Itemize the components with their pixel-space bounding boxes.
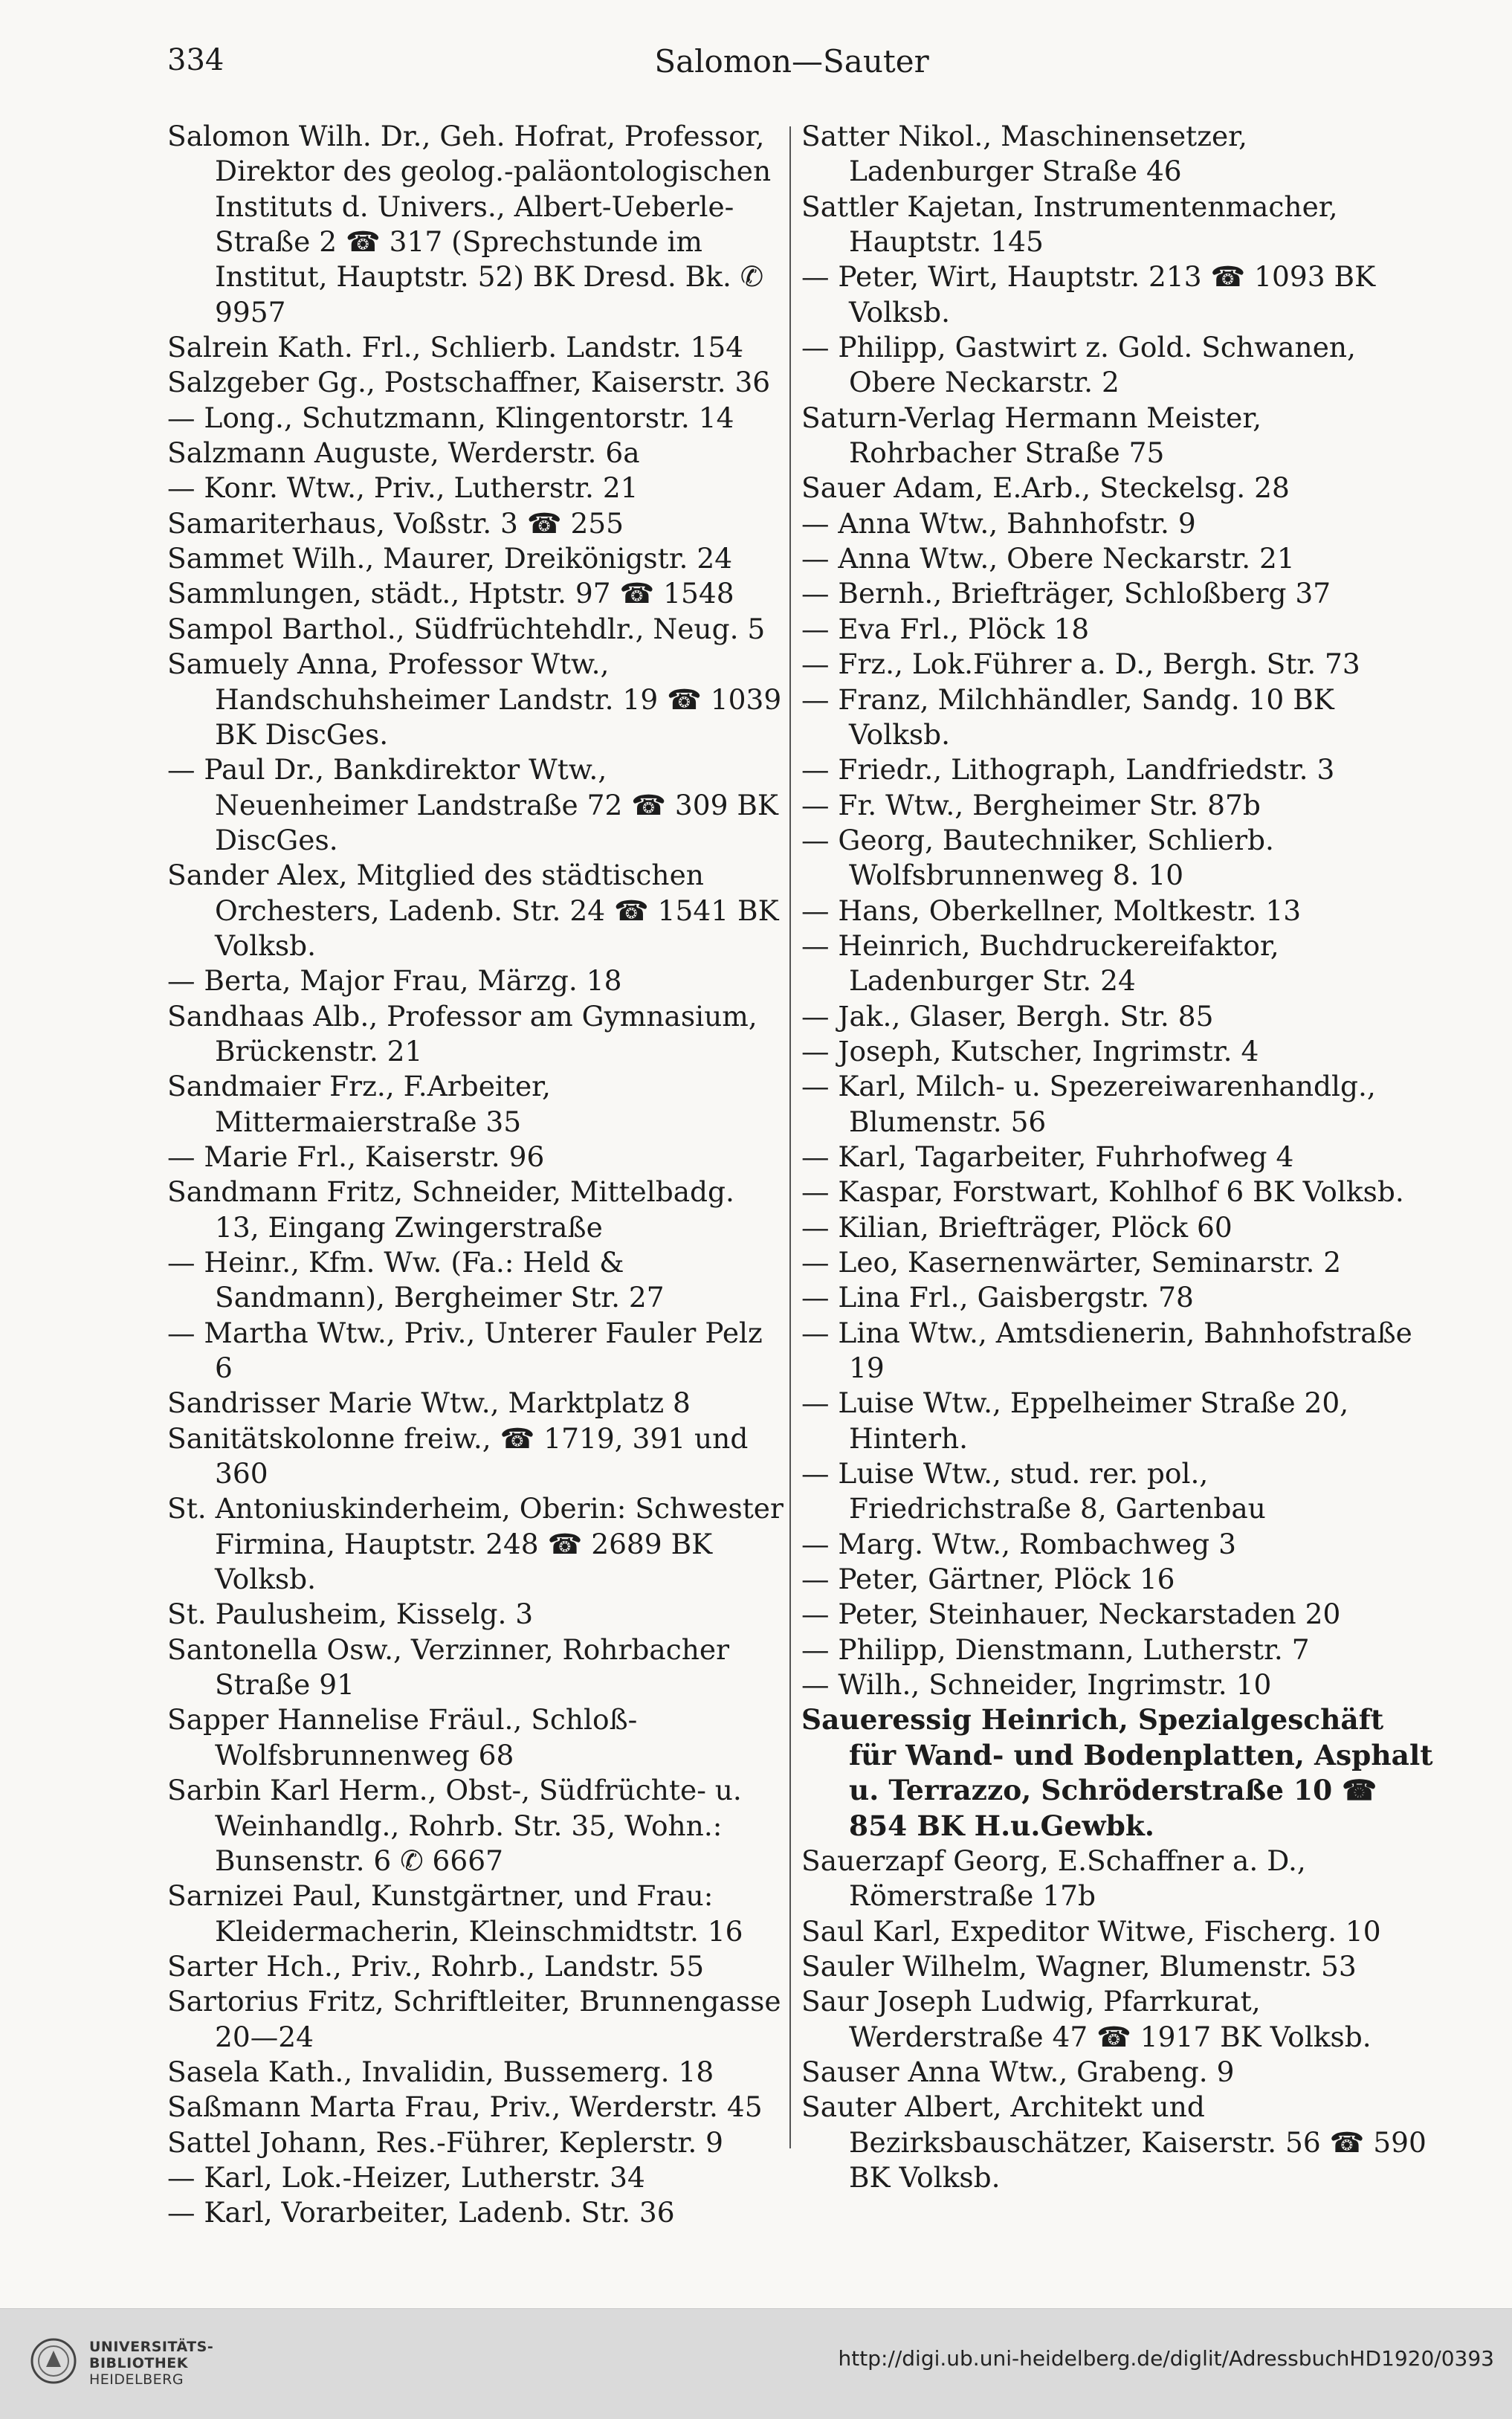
directory-entry: — Franz, Milchhändler, Sandg. 10 BK Volksb. — [801, 682, 1334, 751]
directory-entry: — Philipp, Gastwirt z. Gold. Schwanen, Obere Neckarstr. 2 — [801, 331, 1356, 399]
directory-entry: — Marg. Wtw., Rombachweg 3 — [801, 1527, 1236, 1560]
directory-entry: — Paul Dr., Bankdirektor Wtw., Neuenheimer Landstraße 72 ☎ 309 BK DiscGes. — [167, 753, 778, 856]
directory-entry: — Peter, Wirt, Hauptstr. 213 ☎ 1093 BK Volksb. — [801, 260, 1376, 329]
directory-entry: — Frz., Lok.Führer a. D., Bergh. Str. 73 — [801, 647, 1360, 681]
directory-entry: Sauerzapf Georg, E.Schaffner a. D., Römerstraße 17b — [801, 1844, 1306, 1913]
directory-entry: Sapper Hannelise Fräul., Schloß-Wolfsbrunnenweg 68 — [167, 1703, 638, 1772]
directory-entry: Salzmann Auguste, Werderstr. 6a — [167, 436, 640, 470]
directory-entry: Sammlungen, städt., Hptstr. 97 ☎ 1548 — [167, 577, 734, 610]
directory-entry: Sarter Hch., Priv., Rohrb., Landstr. 55 — [167, 1949, 705, 1983]
directory-entry: — Karl, Milch- u. Spezereiwarenhandlg., Blumenstr. 56 — [801, 1070, 1376, 1138]
directory-entry: Sauer Adam, E.Arb., Steckelsg. 28 — [801, 471, 1290, 505]
directory-entry: Saturn-Verlag Hermann Meister, Rohrbacher Straße 75 — [801, 401, 1262, 470]
directory-entry: — Eva Frl., Plöck 18 — [801, 612, 1090, 645]
page-header — [167, 37, 1416, 97]
directory-entry: — Philipp, Dienstmann, Lutherstr. 7 — [801, 1632, 1310, 1666]
column-divider — [789, 126, 791, 2148]
directory-entry: Sauler Wilhelm, Wagner, Blumenstr. 53 — [801, 1949, 1357, 1983]
directory-entry: — Karl, Tagarbeiter, Fuhrhofweg 4 — [801, 1140, 1294, 1173]
directory-entry: Samuely Anna, Professor Wtw., Handschuhsheimer Landstr. 19 ☎ 1039 BK DiscGes. — [167, 647, 782, 751]
page-title: Salomon—Sauter — [654, 43, 929, 80]
directory-entry: — Karl, Lok.-Heizer, Lutherstr. 34 — [167, 2160, 645, 2194]
directory-entry: — Jak., Glaser, Bergh. Str. 85 — [801, 999, 1214, 1033]
directory-entry: Sanitätskolonne freiw., ☎ 1719, 391 und 360 — [167, 1421, 749, 1491]
directory-entry: Sarbin Karl Herm., Obst-, Südfrüchte- u. Weinhandlg., Rohrb. Str. 35, Wohn.: Bunsenstr. 6 ✆ 6667 — [167, 1774, 742, 1877]
directory-entry: Sandrisser Marie Wtw., Marktplatz 8 — [167, 1386, 691, 1420]
left-column — [167, 119, 784, 2231]
directory-entry: — Lina Frl., Gaisbergstr. 78 — [801, 1281, 1194, 1314]
directory-entry: Sandmaier Frz., F.Arbeiter, Mittermaierstraße 35 — [167, 1070, 551, 1138]
directory-entry: — Friedr., Lithograph, Landfriedstr. 3 — [801, 753, 1335, 787]
directory-entry: — Peter, Gärtner, Plöck 16 — [801, 1563, 1175, 1596]
logo-line-3: HEIDELBERG — [89, 2371, 184, 2388]
directory-entry: — Lina Wtw., Amtsdienerin, Bahnhofstraße 19 — [801, 1316, 1412, 1385]
directory-entry: — Hans, Oberkellner, Moltkestr. 13 — [801, 894, 1302, 927]
directory-entry: — Karl, Vorarbeiter, Ladenb. Str. 36 — [167, 2196, 675, 2229]
directory-entry: — Georg, Bautechniker, Schlierb. Wolfsbrunnenweg 8. 10 — [801, 823, 1274, 892]
directory-entry: Sattel Johann, Res.-Führer, Keplerstr. 9 — [167, 2125, 724, 2159]
directory-entry: Sarnizei Paul, Kunstgärtner, und Frau: Kleidermacherin, Kleinschmidtstr. 16 — [167, 1879, 743, 1948]
directory-entry: — Anna Wtw., Obere Neckarstr. 21 — [801, 542, 1295, 575]
directory-entry: — Joseph, Kutscher, Ingrimstr. 4 — [801, 1034, 1259, 1068]
directory-entry: — Wilh., Schneider, Ingrimstr. 10 — [801, 1668, 1272, 1702]
directory-entry: Satter Nikol., Maschinensetzer, Ladenburger Straße 46 — [801, 120, 1247, 188]
directory-entry: St. Paulusheim, Kisselg. 3 — [167, 1598, 534, 1631]
directory-entry: — Luise Wtw., stud. rer. pol., Friedrichstraße 8, Gartenbau — [801, 1457, 1266, 1525]
page-number: 334 — [167, 43, 224, 77]
directory-entry: Saul Karl, Expeditor Witwe, Fischerg. 10 — [801, 1914, 1381, 1948]
directory-entry: — Martha Wtw., Priv., Unterer Fauler Pelz 6 — [167, 1316, 763, 1385]
directory-entry: Sampol Barthol., Südfrüchtehdlr., Neug. 5 — [167, 612, 766, 645]
directory-entry: Salzgeber Gg., Postschaffner, Kaiserstr. 36 — [167, 366, 771, 399]
directory-entry: — Heinr., Kfm. Ww. (Fa.: Held & Sandmann), Bergheimer Str. 27 — [167, 1246, 665, 1314]
university-seal-icon — [30, 2337, 77, 2385]
directory-entry: — Anna Wtw., Bahnhofstr. 9 — [801, 506, 1196, 540]
directory-entry: Sattler Kajetan, Instrumentenmacher, Hauptstr. 145 — [801, 190, 1338, 259]
directory-entry: Sasela Kath., Invalidin, Bussemerg. 18 — [167, 2055, 714, 2088]
directory-entry: Saueressig Heinrich, Spezialgeschäft für Wand- und Bodenplatten, Asphalt u. Terrazzo, Schröderstraße 10 ☎ 854 BK H.u.Gewbk. — [801, 1703, 1433, 1842]
directory-entry: — Fr. Wtw., Bergheimer Str. 87b — [801, 788, 1261, 821]
directory-entry: Santonella Osw., Verzinner, Rohrbacher Straße 91 — [167, 1632, 730, 1702]
directory-entry: Saßmann Marta Frau, Priv., Werderstr. 45 — [167, 2090, 763, 2124]
directory-entry: Sander Alex, Mitglied des städtischen Orchesters, Ladenb. Str. 24 ☎ 1541 BK Volksb. — [167, 859, 779, 962]
directory-entry: Saur Joseph Ludwig, Pfarrkurat, Werderstraße 47 ☎ 1917 BK Volksb. — [801, 1985, 1372, 2053]
directory-entry: Sandmann Fritz, Schneider, Mittelbadg. 13, Eingang Zwingerstraße — [167, 1175, 734, 1244]
directory-entry: St. Antoniuskinderheim, Oberin: Schwester Firmina, Hauptstr. 248 ☎ 2689 BK Volksb. — [167, 1492, 784, 1596]
directory-entry: Sartorius Fritz, Schriftleiter, Brunnengasse 20—24 — [167, 1985, 781, 2053]
directory-entry: — Leo, Kasernenwärter, Seminarstr. 2 — [801, 1246, 1342, 1279]
logo-line-2: BIBLIOTHEK — [89, 2355, 188, 2371]
source-url-link[interactable]: http://digi.ub.uni-heidelberg.de/diglit/AdressbuchHD1920/0393 — [838, 2346, 1494, 2371]
directory-entry: Salomon Wilh. Dr., Geh. Hofrat, Professor, Direktor des geolog.-paläontologischen Instituts d. Univers., Albert-Ueberle-Straße 2 ☎ 317 (Sprechstunde im Institut, Hauptstr. 52) BK Dresd. Bk. ✆ 9957 — [167, 120, 772, 329]
directory-entry: — Berta, Major Frau, Märzg. 18 — [167, 964, 622, 998]
logo-line-1: UNIVERSITÄTS- — [89, 2339, 214, 2355]
directory-entry: Sandhaas Alb., Professor am Gymnasium, Brückenstr. 21 — [167, 999, 757, 1068]
directory-entry: Sauser Anna Wtw., Grabeng. 9 — [801, 2055, 1235, 2088]
footer-bar — [0, 2308, 1512, 2419]
directory-entry: — Kilian, Briefträger, Plöck 60 — [801, 1210, 1232, 1244]
directory-entry: Sauter Albert, Architekt und Bezirksbauschätzer, Kaiserstr. 56 ☎ 590 BK Volksb. — [801, 2090, 1427, 2194]
directory-entry: — Marie Frl., Kaiserstr. 96 — [167, 1140, 545, 1173]
directory-entry: Sammet Wilh., Maurer, Dreikönigstr. 24 — [167, 542, 733, 575]
directory-entry: — Kaspar, Forstwart, Kohlhof 6 BK Volksb. — [801, 1175, 1404, 1209]
directory-entry: Samariterhaus, Voßstr. 3 ☎ 255 — [167, 506, 624, 540]
directory-entry: — Long., Schutzmann, Klingentorstr. 14 — [167, 401, 734, 434]
directory-entry: — Konr. Wtw., Priv., Lutherstr. 21 — [167, 471, 639, 505]
library-logo-text — [89, 2339, 213, 2388]
directory-entry: — Heinrich, Buchdruckereifaktor, Ladenburger Str. 24 — [801, 928, 1279, 998]
directory-entry: — Peter, Steinhauer, Neckarstaden 20 — [801, 1598, 1341, 1631]
directory-entry: — Bernh., Briefträger, Schloßberg 37 — [801, 577, 1331, 610]
right-column — [801, 119, 1433, 2195]
directory-entry: — Luise Wtw., Eppelheimer Straße 20, Hinterh. — [801, 1386, 1349, 1455]
directory-entry: Salrein Kath. Frl., Schlierb. Landstr. 154 — [167, 331, 744, 364]
